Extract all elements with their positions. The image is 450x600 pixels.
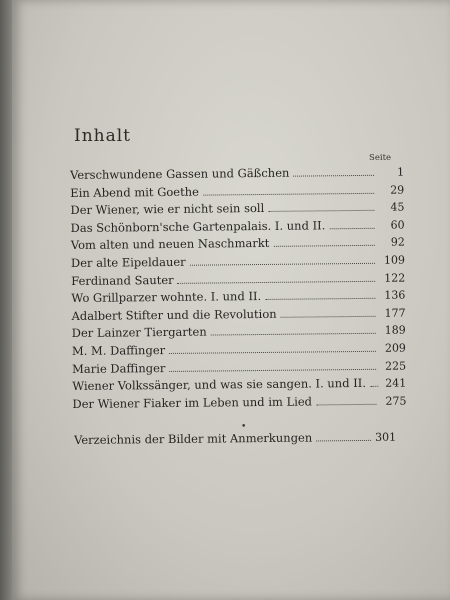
toc-entry-page: 225 bbox=[385, 359, 407, 373]
toc-entry-title: Ferdinand Sauter bbox=[71, 272, 174, 288]
dot-leader bbox=[268, 210, 374, 212]
dot-leader bbox=[329, 228, 374, 229]
dot-leader bbox=[316, 404, 376, 406]
toc-entry-title: Adalbert Stifter und die Revolution bbox=[71, 306, 277, 323]
dot-leader bbox=[316, 440, 371, 442]
toc-entry-page: 60 bbox=[390, 218, 405, 232]
toc-entry-title: Der alte Eipeldauer bbox=[70, 254, 186, 270]
toc-entry-page: 29 bbox=[390, 183, 405, 197]
toc-entry-page: 189 bbox=[384, 323, 406, 338]
dot-leader bbox=[273, 245, 374, 247]
toc-entry-page: 136 bbox=[384, 288, 406, 302]
dot-leader bbox=[293, 175, 374, 177]
toc-entry-page: 109 bbox=[383, 253, 406, 267]
toc-entry-page: 122 bbox=[384, 271, 406, 285]
toc-entry-page: 241 bbox=[385, 376, 407, 390]
page-title: Inhalt bbox=[74, 126, 132, 146]
book-page bbox=[12, 0, 450, 600]
toc-entry-page: 92 bbox=[390, 235, 405, 250]
toc-entry-title: M. M. Daffinger bbox=[71, 342, 166, 358]
toc-entry-page: 1 bbox=[396, 165, 405, 179]
page-column-label: Seite bbox=[369, 153, 392, 163]
toc-entry-page: 45 bbox=[390, 200, 405, 214]
toc-entry-title: Der Wiener, wie er nicht sein soll bbox=[70, 201, 265, 218]
dot-leader bbox=[178, 280, 376, 283]
table-of-contents bbox=[70, 165, 407, 415]
toc-entry-title: Wiener Volkssänger, und was sie sangen. I. und II. bbox=[72, 376, 367, 394]
toc-entry-title: Wo Grillparzer wohnte. I. und II. bbox=[71, 289, 262, 306]
dot-leader bbox=[169, 351, 376, 354]
toc-entry-page: 177 bbox=[384, 306, 406, 320]
toc-entry-page: 275 bbox=[385, 394, 407, 408]
dot-leader bbox=[190, 263, 375, 266]
dot-leader bbox=[281, 316, 376, 318]
dot-leader bbox=[370, 386, 378, 387]
toc-entry-title: Der Wiener Fiaker im Leben und im Lied bbox=[72, 394, 313, 411]
toc-entry-title: Der Lainzer Tiergarten bbox=[71, 324, 207, 341]
dot-leader bbox=[265, 298, 375, 300]
toc-entry-page: 209 bbox=[384, 341, 406, 355]
index-entry-page: 301 bbox=[374, 430, 397, 444]
index-entry-title: Verzeichnis der Bilder mit Anmerkungen bbox=[74, 430, 313, 447]
toc-entry-title: Ein Abend mit Goethe bbox=[70, 184, 199, 200]
toc-entry-title: Das Schönborn'sche Gartenpalais. I. und II. bbox=[70, 218, 326, 235]
index-entry bbox=[74, 430, 396, 447]
toc-entry-title: Verschwundene Gassen und Gäßchen bbox=[70, 165, 290, 182]
toc-entry-title: Marie Daffinger bbox=[72, 360, 166, 376]
toc-entry-title: Vom alten und neuen Naschmarkt bbox=[70, 236, 270, 253]
dot-leader bbox=[211, 333, 376, 336]
section-separator: • bbox=[241, 422, 247, 432]
toc-entry bbox=[72, 393, 406, 414]
dot-leader bbox=[169, 368, 376, 371]
dot-leader bbox=[203, 192, 374, 195]
